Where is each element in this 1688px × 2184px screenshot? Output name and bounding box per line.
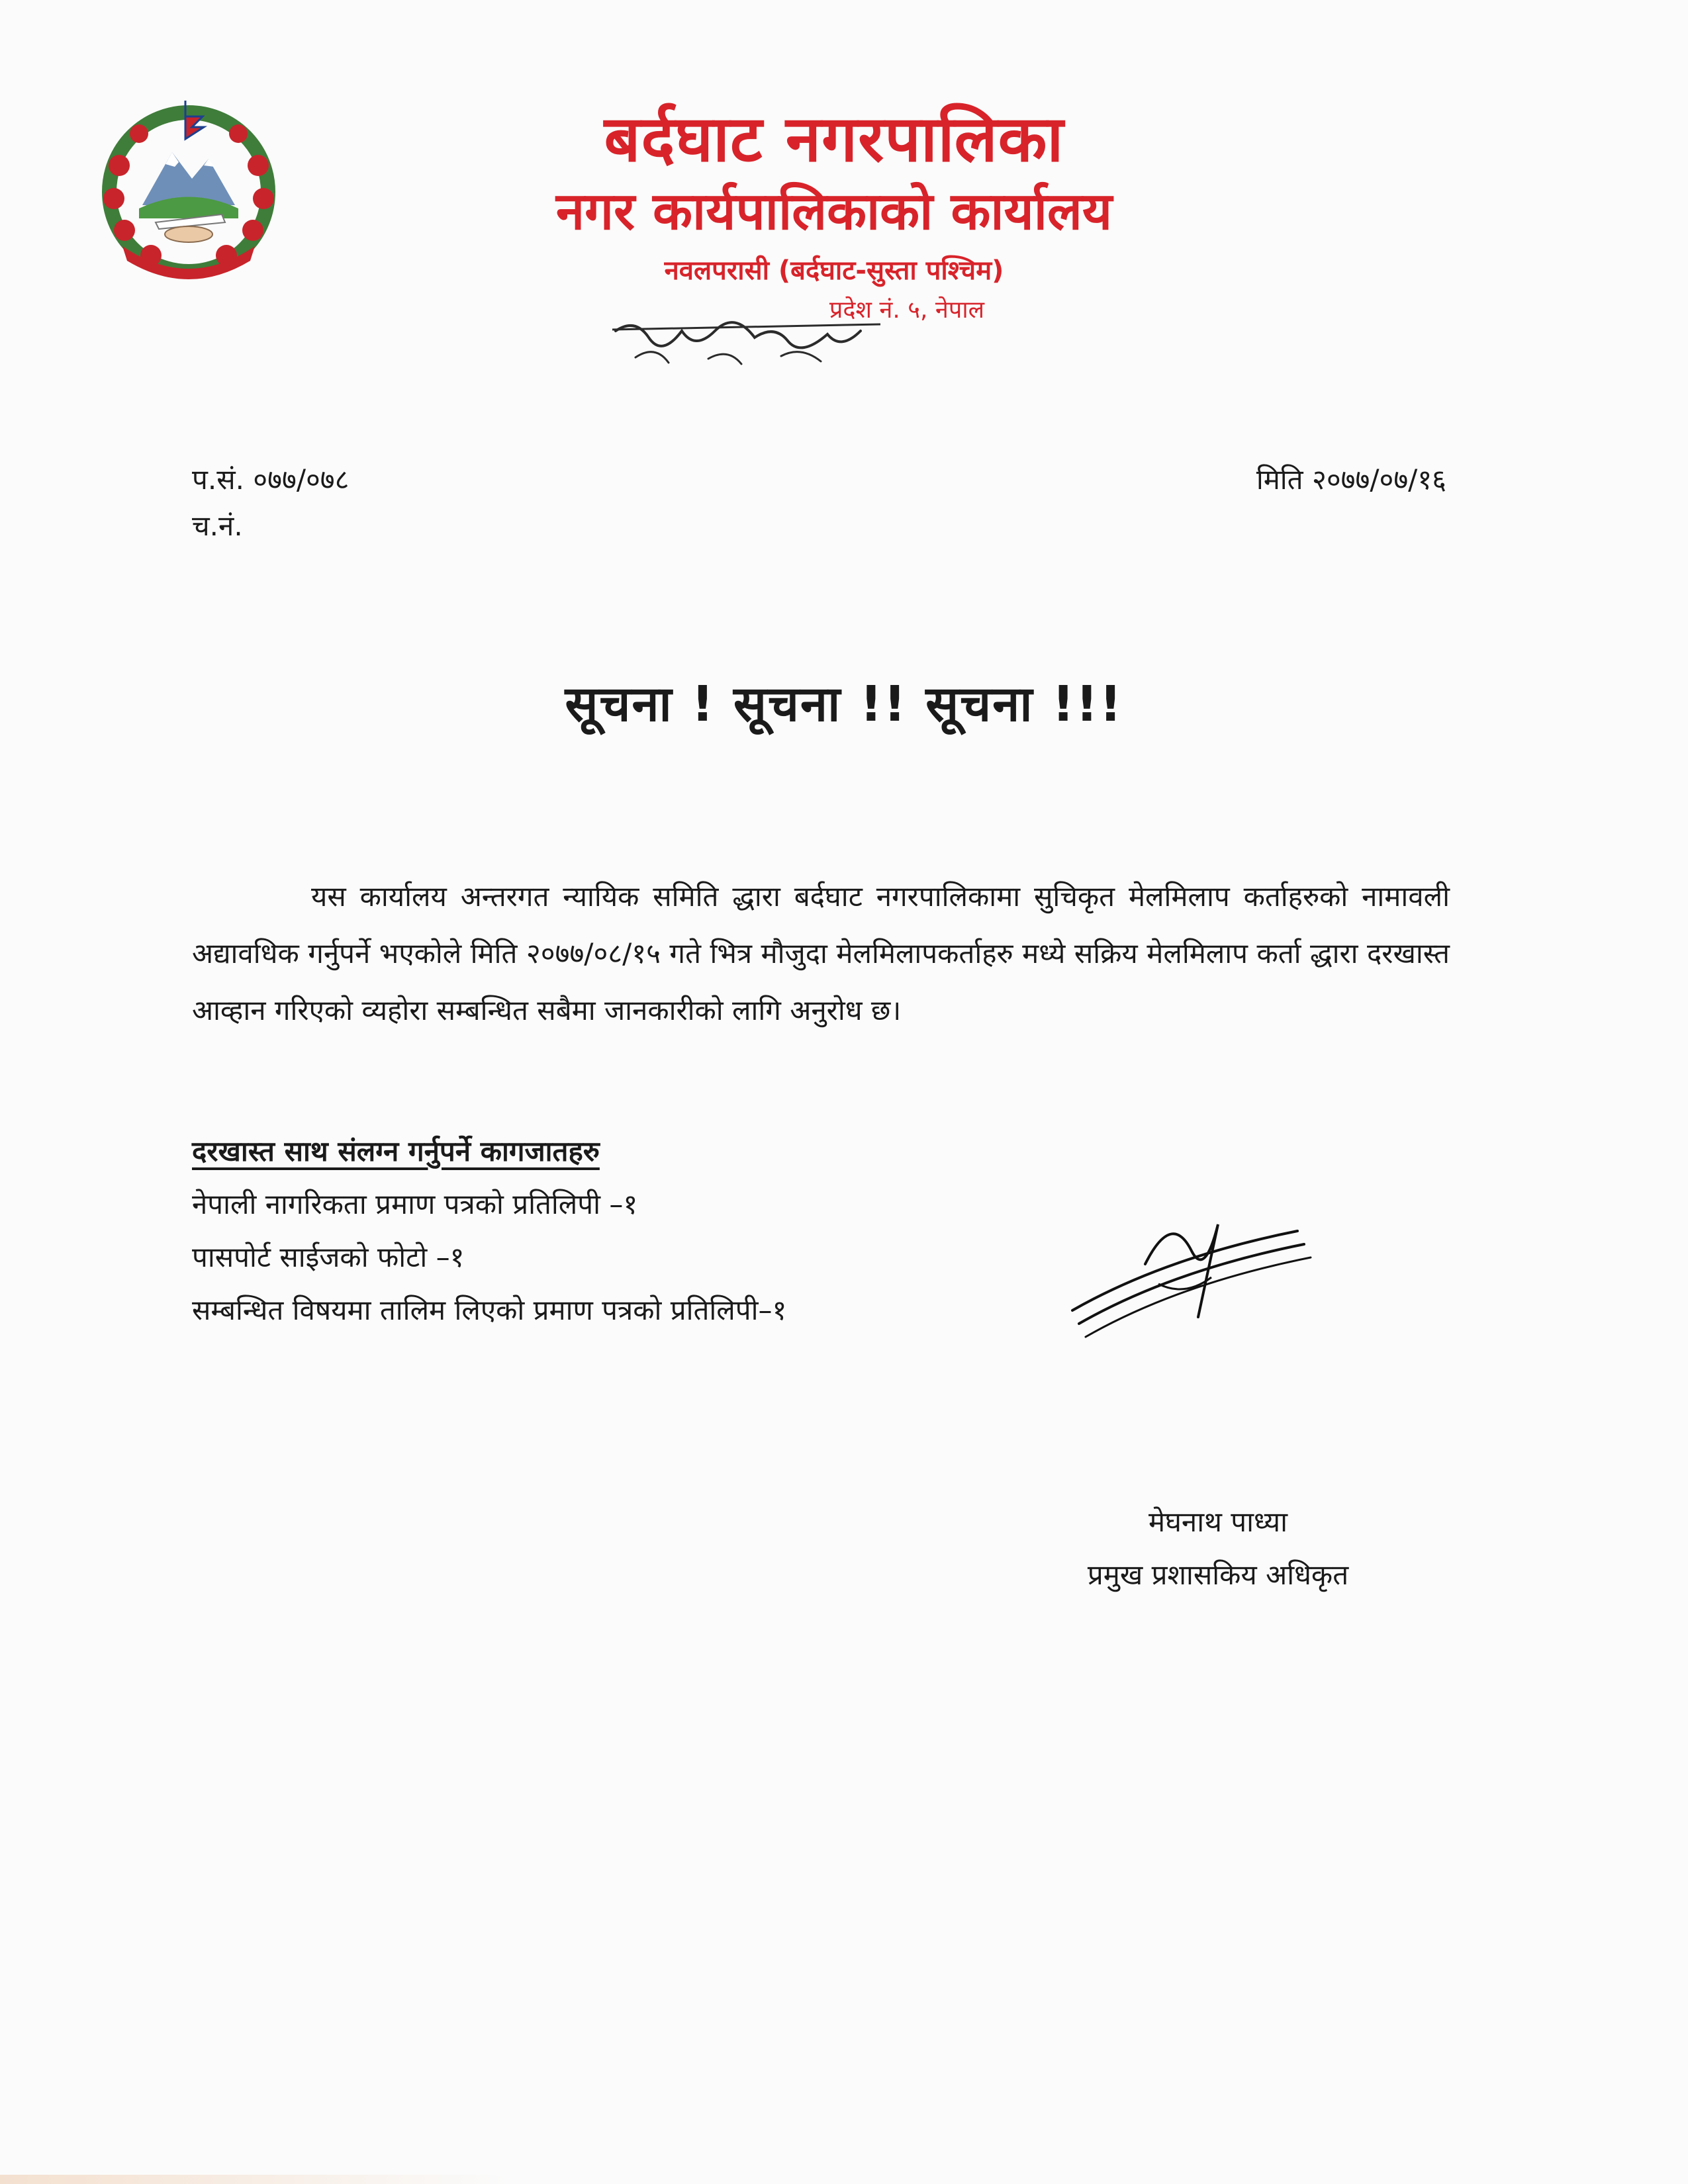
documents-heading: दरखास्त साथ संलग्न गर्नुपर्ने कागजातहरु (192, 1135, 600, 1167)
scan-edge (0, 2175, 1688, 2184)
officer-signature (1059, 1185, 1337, 1357)
letter-number: प.सं. ०७७/०७८ (192, 463, 350, 496)
document-item: सम्बन्धित विषयमा तालिम लिएको प्रमाण पत्रको प्रतिलिपी–१ (192, 1294, 787, 1326)
document-item: नेपाली नागरिकता प्रमाण पत्रको प्रतिलिपी –१ (192, 1188, 638, 1220)
letterhead (371, 99, 1297, 327)
emblem-graphic (93, 93, 285, 285)
province-line: प्रदेश नं. ५, नेपाल (829, 296, 985, 324)
signature-scribble (1059, 1185, 1337, 1357)
signatory-block (1033, 1496, 1403, 1602)
signatory-designation: प्रमुख प्रशासकिय अधिकृत (1087, 1559, 1349, 1591)
office-subtitle: नगर कार्यपालिकाको कार्यालय (555, 182, 1113, 242)
letter-date: मिति २०७७/०७/१६ (1256, 463, 1446, 496)
required-documents (192, 1125, 1119, 1337)
notice-heading: सूचना ! सूचना !! सूचना !!! (565, 676, 1123, 733)
dispatch-number: च.नं. (192, 510, 243, 542)
municipality-title: बर्दघाट नगरपालिका (604, 102, 1064, 176)
office-location: नवलपरासी (बर्दघाट-सुस्ता पश्चिम) (664, 255, 1004, 286)
notice-body: यस कार्यालय अन्तरगत न्यायिक समिति द्धारा बर्दघाट नगरपालिकामा सुचिकृत मेलमिलाप कर्ताहरुको नामावली अद्यावधिक गर्नुपर्ने भएकोले मिति २०७७/०८/१५ गते भित्र मौजुदा मेलमिलापकर्ताहरु मध्ये सक्रिय मेलमिलाप कर्ता द्धारा दरखास्त आव्हान गरिएको व्यहोरा सम्बन्धित सबैमा जानकारीको लागि अनुरोध छ। (192, 880, 1450, 1026)
nepal-emblem-logo (93, 93, 285, 285)
signatory-name: मेघनाथ पाध्या (1148, 1506, 1288, 1538)
document-item: पासपोर्ट साईजको फोटो –१ (192, 1241, 465, 1273)
reference-block (192, 457, 350, 549)
handwriting-scribble (609, 311, 887, 371)
handwritten-annotation (609, 311, 887, 371)
documents-list (192, 1178, 1119, 1337)
